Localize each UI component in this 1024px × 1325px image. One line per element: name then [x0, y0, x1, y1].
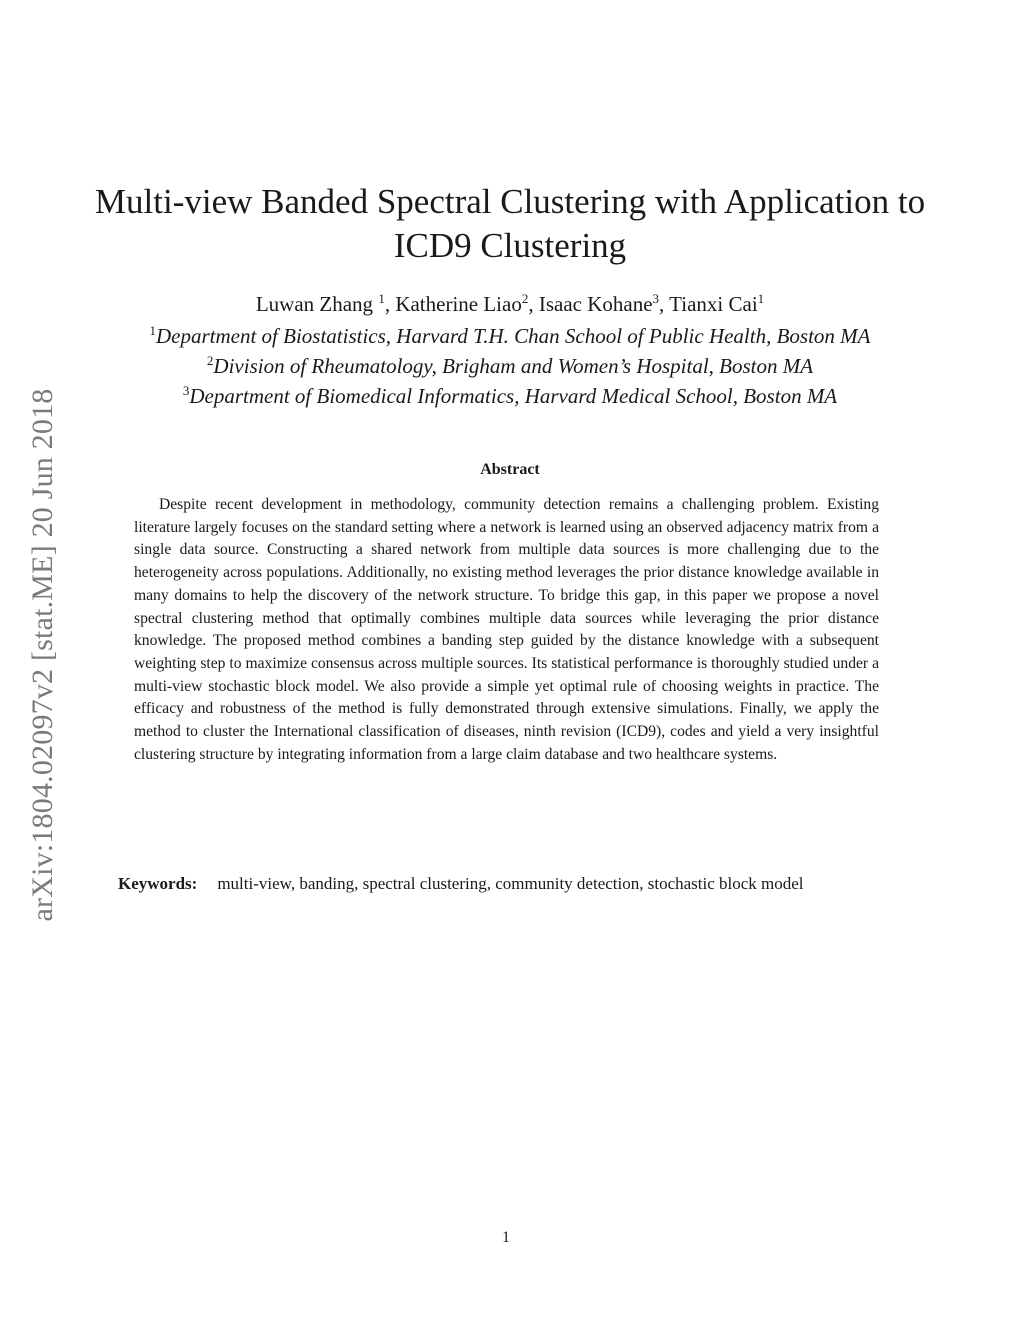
author-separator: ,: [384, 292, 396, 316]
affiliation-mark: 1: [149, 323, 156, 338]
affiliation-text: Department of Biomedical Informatics, Harvard Medical School, Boston MA: [189, 384, 838, 408]
author-affiliation-mark: 1: [757, 291, 765, 306]
paper-title: [60, 180, 960, 268]
affiliation-mark: 2: [206, 353, 214, 368]
affiliation-line: [60, 351, 960, 381]
affiliation-list: [60, 321, 960, 411]
page-number: 1: [502, 1229, 510, 1246]
keywords-text: multi-view, banding, spectral clustering, community detection, stochastic block model: [217, 874, 804, 893]
author-name: Katherine Liao: [395, 292, 522, 316]
affiliation-line: [60, 321, 960, 351]
author-name: Isaac Kohane: [538, 292, 653, 316]
author-affiliation-mark: 1: [378, 291, 385, 306]
author-name: Tianxi Cai: [669, 292, 758, 316]
author-list: [60, 290, 960, 318]
author-name: Luwan Zhang: [255, 292, 379, 316]
abstract-heading: Abstract: [480, 461, 540, 478]
author-separator: ,: [659, 292, 670, 316]
author-affiliation-mark: 2: [521, 291, 529, 306]
affiliation-text: Department of Biostatistics, Harvard T.H. Chan School of Public Health, Boston MA: [155, 324, 871, 348]
affiliation-mark: 3: [182, 383, 190, 398]
keywords-section: [118, 872, 894, 896]
arxiv-identifier-stamp: arXiv:1804.02097v2 [stat.ME] 20 Jun 2018: [26, 388, 59, 922]
abstract-body: Despite recent development in methodology, community detection remains a challenging problem. Existing literature largely focuses on the standard setting where a network is learned using an observed adjacency matrix from a single data source. Constructing a shared network from multiple data sources is more challenging due to the heterogeneity across populations. Additionally, no existing method leverages the prior distance knowledge available in many domains to help the discovery of the network structure. To bridge this gap, in this paper we propose a novel spectral clustering method that optimally combines multiple data sources while leveraging the prior distance knowledge. The proposed method combines a banding step guided by the distance knowledge with a subsequent weighting step to maximize consensus across multiple sources. Its statistical performance is thoroughly studied under a multi-view stochastic block model. We also provide a simple yet optimal rule of choosing weights in practice. The efficacy and robustness of the method is fully demonstrated through extensive simulations. Finally, we apply the method to cluster the International classification of diseases, ninth revision (ICD9), codes and yield a very insightful clustering structure by integrating information from a large claim database and two healthcare systems.: [134, 496, 879, 763]
keywords-label: Keywords:: [118, 874, 198, 893]
affiliation-line: [60, 381, 960, 411]
title-line-1: Multi-view Banded Spectral Clustering with Application to: [94, 182, 926, 221]
author-separator: ,: [528, 292, 539, 316]
title-line-2: ICD9 Clustering: [393, 226, 627, 265]
author-affiliation-mark: 3: [652, 291, 660, 306]
affiliation-text: Division of Rheumatology, Brigham and Women’s Hospital, Boston MA: [213, 354, 814, 378]
